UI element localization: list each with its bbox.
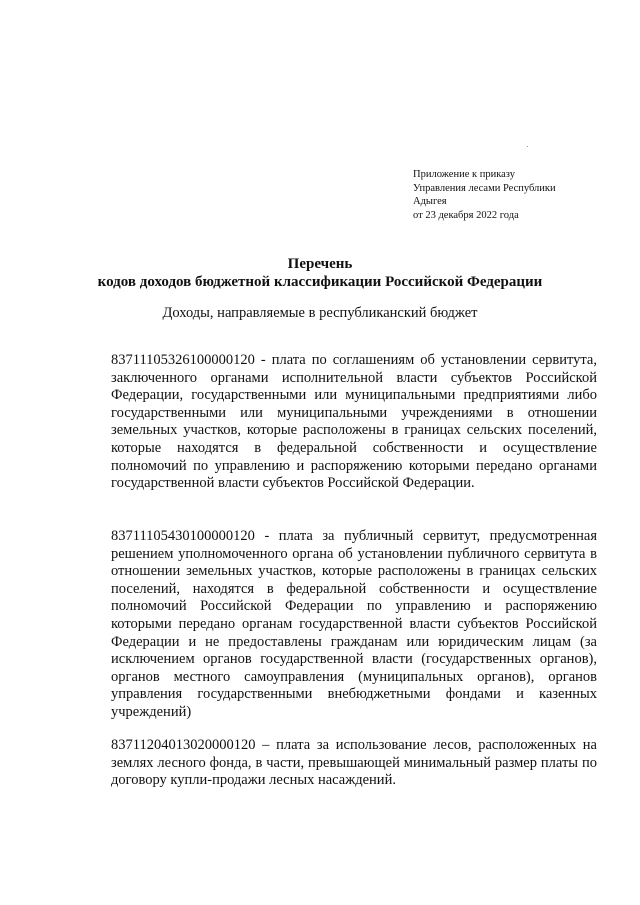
appendix-block — [413, 168, 556, 222]
appendix-line-3: Адыгея — [413, 196, 447, 207]
document-title: Перечень — [287, 256, 353, 272]
income-code-paragraph: 83711204013020000120 – плата за использование лесов, расположенных на землях лесного фонда, в части, превышающей минимальный размер платы по договору купли-продажи лесных насаждений. — [111, 737, 597, 789]
income-code-paragraph: 83711105326100000120 - плата по соглашениям об установлении сервитута, заключенного органами исполнительной власти субъектов Российской Федерации, государственными или муниципальными предприятиями либо государственными или муниципальными учреждениями в отношении земельных участков, которые расположены в границах сельских поселений, которые находятся в федеральной собственности и осуществление полномочий по управлению и распоряжению которыми передано органами государственной власти субъектов Российской Федерации. — [111, 352, 597, 492]
scan-speck — [527, 146, 528, 147]
section-heading: Доходы, направляемые в республиканский бюджет — [162, 305, 478, 321]
appendix-line-4: от 23 декабря 2022 года — [413, 209, 519, 221]
income-code-paragraph: 83711105430100000120 - плата за публичный сервитут, предусмотренная решением уполномоченного органа об установлении публичного сервитута в отношении земельных участков, которые расположены в границах сельских поселений, находятся в федеральной собственности и осуществление полномочий Российской Федерации по управлению и распоряжению которыми передано органам государственной власти субъектов Российской Федерации и не предоставлены гражданам или юридическим лицам (за исключением органов государственной власти (государственных органов), органов местного самоуправления (муниципальных органов), органов управления государственными внебюджетными фондами и казенных учреждений) — [111, 528, 597, 720]
document-title-subline: кодов доходов бюджетной классификации Российской Федерации — [97, 274, 543, 290]
appendix-line-1: Приложение к приказу — [413, 169, 515, 180]
appendix-line-2: Управления лесами Республики — [413, 182, 556, 194]
